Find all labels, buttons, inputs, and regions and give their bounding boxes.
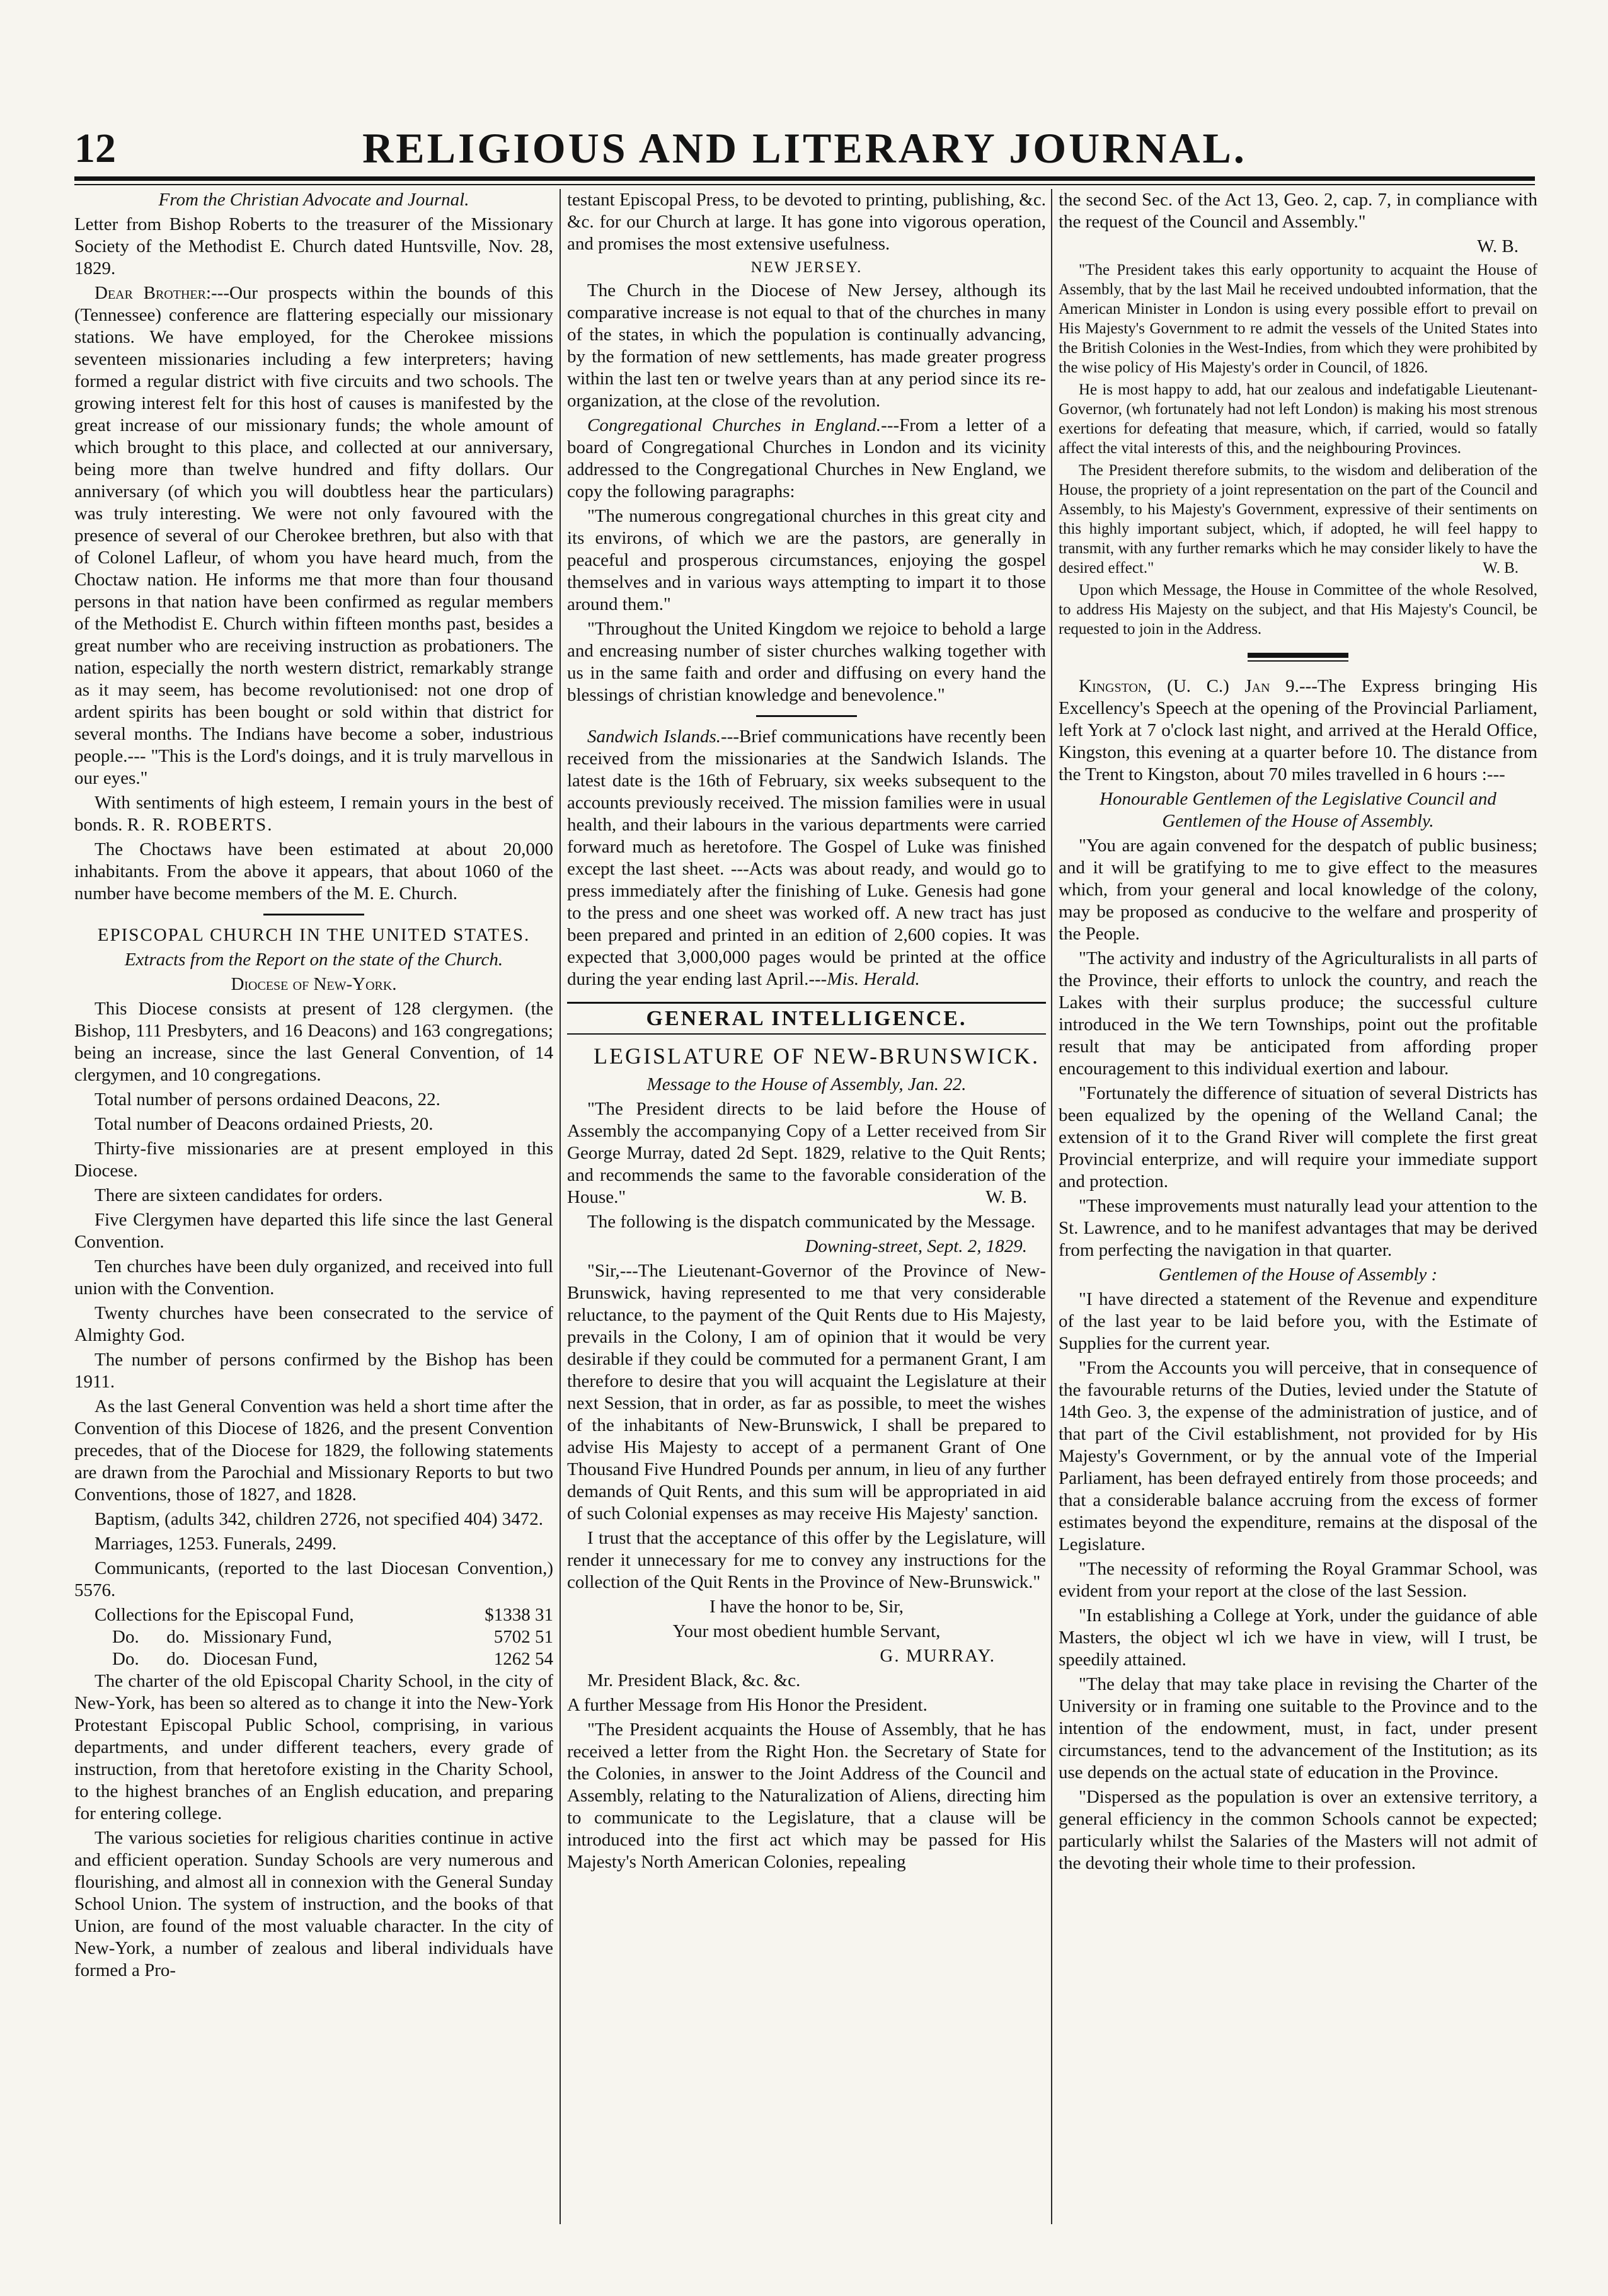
article-paragraph: Marriages, 1253. Funerals, 2499. [95, 1534, 337, 1554]
article-paragraph: I trust that the acceptance of this offer by the Legislature, will render it unnecessary for me to convey any instructions for the collection of the Quit Rents in the Province of New-Brunswick." [567, 1528, 1046, 1592]
article-paragraph: "In establishing a College at York, under the guidance of able Masters, the object wl ich we have in view, will I trust, be speedily attained. [1059, 1605, 1537, 1670]
article-paragraph [1059, 461, 1537, 578]
paragraph-text: :---Our prospects within the bounds of this (Tennessee) conference are flattering especially our missionary stations. We have employed, for the Cherokee missions seventeen missionaries including a few interpreters; having formed a regular district with five circuits and two schools. The growing interest felt for this host of causes is manifested by the great increase of our missionary funds; the whole amount of which brought to this place, and collected at our anniversary, being more than twelve hundred and fifty dollars. Our anniversary (of which you will doubtless hear the particulars) was truly interesting. We were not only favoured with the presence of several of our Cherokee brethren, but also with that of Colonel Lafleur, of whom you have heard much, from the Choctaw nation. He informs me that more than four thousand persons in that nation have been confirmed as regular members of the Methodist E. Church within fifteen months past, besides a great number who are receiving instruction as probationers. The nation, especially the north western district, remarkably strange as it may seem, has become revolutionised: not one drop of ardent spirits has been bought or sold within that district for several months. The Indians have become a sober, industrious people.--- "This is the Lord's doings, and it is truly marvellous in our eyes." [74, 283, 553, 788]
article-paragraph [1059, 675, 1537, 786]
section-divider [756, 715, 857, 717]
article-paragraph [567, 415, 1046, 503]
article-source: From the Christian Advocate and Journal. [158, 190, 469, 210]
article-paragraph: "The delay that may take place in revising the Charter of the University or in framing one suitable to the Province and to the intention of the endowment, must, in fact, under present circumstances, tend to the advancement of the Institution; as its use depends on the actual state of education in the Province. [1059, 1674, 1537, 1782]
letter-intro: Letter from Bishop Roberts to the treasurer of the Missionary Society of the Methodist E. Church dated Huntsville, Nov. 28, 1829. [74, 214, 553, 278]
article-paragraph: Communicants, (reported to the last Diocesan Convention,) 5576. [74, 1558, 553, 1600]
article-paragraph: Five Clergymen have departed this life since the last General Convention. [74, 1210, 553, 1252]
article-paragraph: A further Message from His Honor the President. [567, 1695, 927, 1715]
masthead-rule-thick [74, 176, 1535, 181]
masthead-rule-thin [74, 184, 1535, 185]
article-paragraph: "The numerous congregational churches in this great city and its environs, of which we are the pastors, are generally in peaceful and prosperous circumstances, enjoying the gospel themselves and in various ways attempting to impart it to those around them." [567, 506, 1046, 614]
paragraph-text: The President therefore submits, to the wisdom and deliberation of the House, the propriety of a joint representation on the part of the Council and Assembly, to his Majesty's Government, expressive of their sentiments on this highly important subject, which, if adopted, he will feel happy to transmit, with any further remarks which he may consider likely to have the desired effect." [1059, 462, 1537, 577]
article-paragraph: As the last General Convention was held a short time after the Convention of this Diocese of 1826, and the present Convention precedes, that of the Diocese for 1829, the following statements are drawn from the Parochial and Missionary Reports to but two Conventions, those of 1827, and 1828. [74, 1396, 553, 1505]
signature: G. MURRAY. [880, 1646, 996, 1666]
article-paragraph: Upon which Message, the House in Committee of the whole Resolved, to address His Majesty on the subject, and that His Majesty's Council, be requested to join in the Address. [1059, 582, 1537, 638]
signature: W. B. [985, 1187, 1027, 1207]
page-number: 12 [74, 125, 116, 171]
article-paragraph: "The activity and industry of the Agriculturalists in all parts of the Province, their efforts to unlock the country, and reach the Lakes with their surplus produce; the successful culture introduced in the We tern Townships, point out the profitable result that may be anticipated from affording proper encouragement to this individual exertion and labour. [1059, 948, 1537, 1079]
article-paragraph: "Fortunately the difference of situation of several Districts has been equalized by the opening of the Welland Canal; the extension of it to the Grand River will complete the first great Provincial enterprize, and will require your immediate support and protection. [1059, 1083, 1537, 1191]
article-paragraph [567, 726, 1046, 990]
lead-heading: Congregational Churches in England. [587, 415, 882, 435]
signature: W. B. [1477, 236, 1519, 256]
section-title: LEGISLATURE OF NEW-BRUNSWICK. [594, 1043, 1040, 1069]
paragraph-text: ---The Express bringing His Excellency's Speech at the opening of the Provincial Parliament, left York at 7 o'clock last night, and arrived at the Herald Office, Kingston, this evening at a quarter before 10. The distance from the Trent to Kingston, about 70 miles travelled in 6 hours :--- [1059, 676, 1537, 784]
lead-heading: Sandwich Islands. [587, 726, 721, 747]
table-row [74, 1626, 553, 1648]
paragraph-text: ---Brief communications have recently been received from the missionaries at the Sandwich Islands. The latest date is the 16th of February, six weeks subsequent to the accounts previously received. The mission families were in usual health, and their labours in the various departments were carried forward much as heretofore. The Gospel of Luke was finished except the last sheet. ---Acts was about ready, and would go to press immediately after the finishing of Luke. Genesis had gone to the press and one sheet was worked off. A new tract has just been prepared and printed in an edition of 2,600 copies. It was expected that 3,000,000 pages would be printed at the office during the year ending last April. [567, 726, 1046, 989]
general-intelligence-header: GENERAL INTELLIGENCE. [567, 1002, 1046, 1035]
article-paragraph [74, 282, 553, 789]
closing-line: Your most obedient humble Servant, [672, 1621, 941, 1641]
article-paragraph: The Church in the Diocese of New Jersey, although its comparative increase is not equal to that of the churches in many of the states, in which the population is continually advancing, by the formation of new settlements, has made greater progress within the last ten or twelve years than at any period since its re-organization, at the close of the revolution. [567, 280, 1046, 411]
paragraph-text: With sentiments of high esteem, I remain yours in the best of bonds. [74, 793, 553, 835]
section-title: EPISCOPAL CHURCH IN THE UNITED STATES. [97, 925, 531, 945]
article-paragraph: The following is the dispatch communicated by the Message. [587, 1212, 1036, 1232]
article-paragraph: The charter of the old Episcopal Charity School, in the city of New-York, has been so altered as to change it into the New-York Protestant Episcopal Public School, comprising, in various departments, and under different teachers, every grade of instruction, from that heretofore existing in the Charity School, to the highest branches of an English education, and preparing for entering college. [74, 1671, 553, 1823]
masthead [74, 120, 1535, 176]
signature: W. B. [1483, 560, 1519, 577]
paragraph-text: ---From a letter of a board of Congregational Churches in London and its vicinity addressed to the Congregational Churches in New England, we copy the following paragraphs: [567, 415, 1046, 502]
article-paragraph: He is most happy to add, hat our zealous and indefatigable Lieutenant-Governor, (wh fortunately had not left London) is making his most strenous exertions for defeating that measure, which, if carried, would so fatally affect the vital interests of this, and the neighbouring Provinces. [1059, 381, 1537, 457]
source-credit: ---Mis. Herald. [808, 969, 920, 989]
article-paragraph [567, 1098, 1046, 1208]
article-paragraph: "You are again convened for the despatch of public business; and it will be gratifying to me to give effect to the measures which, from your general and local knowledge of the colony, may be proposed as conducive to the welfare and prosperity of the People. [1059, 835, 1537, 944]
article-paragraph: The number of persons confirmed by the Bishop has been 1911. [74, 1350, 553, 1392]
lead-heading: Kingston, (U. C.) Jan 9. [1079, 676, 1299, 696]
column-3 [1059, 189, 1537, 2224]
address-heading: Gentlemen of the House of Assembly : [1158, 1265, 1438, 1285]
closing-line: I have the honor to be, Sir, [709, 1597, 904, 1617]
dateline: Downing-street, Sept. 2, 1829. [805, 1236, 1027, 1256]
article-paragraph: The Choctaws have been estimated at about 20,000 inhabitants. From the above it appears, that about 1060 of the number have become members of the M. E. Church. [74, 839, 553, 904]
section-subtitle: Message to the House of Assembly, Jan. 22. [646, 1074, 967, 1094]
article-paragraph: Total number of Deacons ordained Priests, 20. [95, 1114, 434, 1134]
section-title: NEW JERSEY. [750, 259, 863, 276]
paragraph-text: "The President directs to be laid before the House of Assembly the accompanying Copy of a Letter received from Sir George Murray, dated 2d Sept. 1829, relative to the Quit Rents; and recommends the same to the favorable consideration of the House." [567, 1099, 1046, 1207]
collection-amount: $1338 31 [485, 1605, 553, 1625]
article-paragraph: testant Episcopal Press, to be devoted to printing, publishing, &c. &c. for our Church at large. It has gone into vigorous operation, and promises the most extensive usefulness. [567, 190, 1046, 254]
section-subtitle: Extracts from the Report on the state of the Church. [124, 950, 503, 970]
section-divider [1248, 660, 1348, 662]
article-paragraph: "Throughout the United Kingdom we rejoice to behold a large and encreasing number of sister churches walking together with us in the same faith and order and diffusing on every hand the blessings of christian knowledge and benevolence." [567, 619, 1046, 705]
table-row [74, 1648, 553, 1670]
article-paragraph [74, 792, 553, 836]
article-paragraph: "These improvements must naturally lead your attention to the St. Lawrence, and to he manifest advantages that may be derived from perfecting the navigation in that quarter. [1059, 1196, 1537, 1260]
collection-label: Do. do. Missionary Fund, [112, 1627, 332, 1647]
collection-label: Collections for the Episcopal Fund, [95, 1605, 354, 1625]
column-rule [560, 189, 561, 2224]
collection-amount: 5702 51 [493, 1627, 553, 1647]
article-paragraph: "Dispersed as the population is over an extensive territory, a general efficiency in the common Schools cannot be expected; particularly whilst the Salaries of the Masters will not admit of the devoting their whole time to their profession. [1059, 1787, 1537, 1873]
article-paragraph: "The necessity of reforming the Royal Grammar School, was evident from your report at the close of the last Session. [1059, 1559, 1537, 1601]
article-paragraph: Thirty-five missionaries are at present employed in this Diocese. [74, 1139, 553, 1181]
article-paragraph: "The President acquaints the House of Assembly, that he has received a letter from the Right Hon. the Secretary of State for the Colonies, in answer to the Joint Address of the Council and Assembly, relating to the Naturalization of Aliens, directing him to communicate to the Legislature, that a clause will be introduced into the first act which may be passed for His Majesty's North American Colonies, repealing [567, 1719, 1046, 1872]
article-paragraph: There are sixteen candidates for orders. [95, 1185, 383, 1205]
article-paragraph: Ten churches have been duly organized, and received into full union with the Convention. [74, 1256, 553, 1299]
section-divider [263, 914, 364, 916]
article-paragraph: the second Sec. of the Act 13, Geo. 2, cap. 7, in compliance with the request of the Council and Assembly." [1059, 190, 1537, 232]
collection-label: Do. do. Diocesan Fund, [112, 1649, 318, 1669]
column-rule [1051, 189, 1052, 2224]
article-paragraph: This Diocese consists at present of 128 clergymen. (the Bishop, 111 Presbyters, and 16 Deacons) and 163 congregations; being an increase, since the last General Convention, of 14 clergymen, and 10 congregations. [74, 999, 553, 1085]
collections-table [74, 1604, 553, 1670]
collection-amount: 1262 54 [493, 1649, 553, 1669]
article-paragraph: The various societies for religious charities continue in active and efficient operation. Sunday Schools are very numerous and flourishing, and almost all in connexion with the General Sunday School Union. The system of instruction, and the books of that Union, are found of the most valuable character. In the city of New-York, a number of zealous and liberal individuals have formed a Pro- [74, 1828, 553, 1980]
article-paragraph: Total number of persons ordained Deacons, 22. [95, 1089, 440, 1110]
section-divider [1248, 653, 1348, 658]
table-row [74, 1604, 553, 1626]
journal-title: RELIGIOUS AND LITERARY JOURNAL. [362, 124, 1247, 172]
article-paragraph: "Sir,---The Lieutenant-Governor of the Province of New-Brunswick, having represented to me that very considerable reluctance, to the payment of the Quit Rents due to His Majesty, prevails in the Colony, I am of opinion that it would be very desirable if they could be commuted for a permanent Grant, I am therefore to desire that you will acquaint the Legislature at their next Session, that in order, as far as possible, to meet the wishes of the inhabitants of New-Brunswick, I shall be prepared to advise His Majesty to accept of a permanent Grant of One Thousand Five Hundred Pounds per annum, in lieu of any further demands of Quit Rents, and this sum will be appropriated in aid of such Colonial expenses as may receive His Majesty' sanction. [567, 1261, 1046, 1524]
article-paragraph: Twenty churches have been consecrated to the service of Almighty God. [74, 1303, 553, 1345]
column-2 [567, 189, 1046, 2224]
signature: R. R. ROBERTS. [127, 815, 273, 835]
article-paragraph: "The President takes this early opportunity to acquaint the House of Assembly, that by the last Mail he received undoubted information, that the American Minister in London is using every possible effort to prevail on His Majesty's Government to re admit the vessels of the United States into the British Colonies in the West-Indies, from which they were prohibited by the wise policy of His Majesty's order in Council, of 1826. [1059, 261, 1537, 376]
salutation: Dear Brother [95, 283, 206, 303]
diocese-heading: Diocese of New-York. [231, 974, 397, 994]
article-paragraph: "I have directed a statement of the Revenue and expenditure of the last year to be laid before you, with the Estimate of Supplies for the current year. [1059, 1289, 1537, 1353]
column-1 [74, 189, 553, 2224]
address-heading: Honourable Gentlemen of the Legislative Council and Gentlemen of the House of Assembly. [1100, 789, 1496, 831]
addressee: Mr. President Black, &c. &c. [587, 1670, 801, 1690]
article-paragraph: "From the Accounts you will perceive, that in consequence of the favourable returns of the Duties, levied under the Statute of 14th Geo. 3, the expense of the administration of justice, and of that part of the Civil establishment, not provided for by His Majesty's Government, or by the annual vote of the Imperial Parliament, has been defrayed entirely from those proceeds; and that a considerable balance accruing from the excess of former estimates beyond the expenditure, remains at the disposal of the Legislature. [1059, 1358, 1537, 1554]
article-paragraph: Baptism, (adults 342, children 2726, not specified 404) 3472. [95, 1509, 544, 1529]
